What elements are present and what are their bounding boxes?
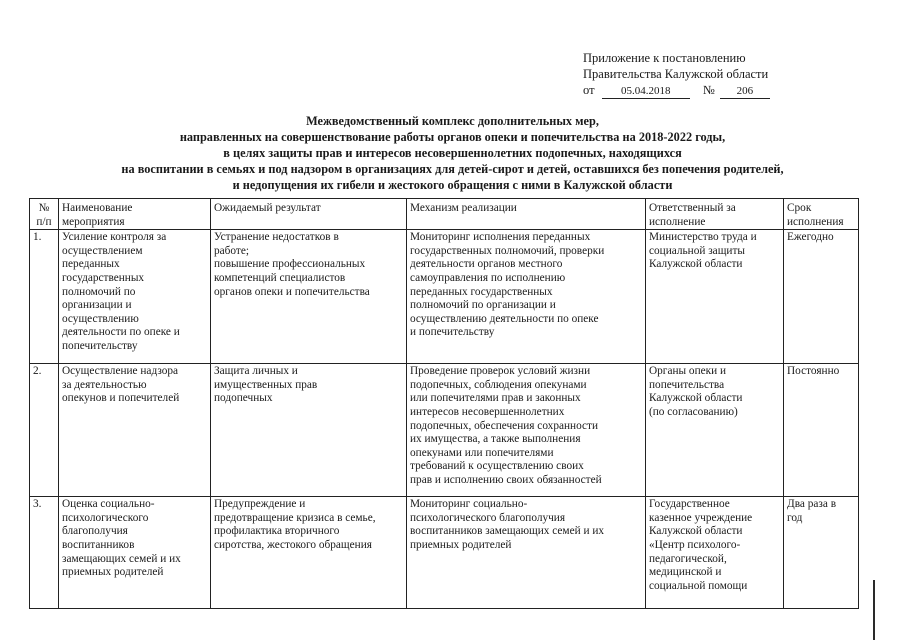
cell-text-line: деятельности органов местного [410,258,563,271]
cell-text-line: осуществлением [62,244,143,257]
cell-text-line: воспитанников [62,538,135,551]
header-mechanism [407,199,646,230]
expected-result [211,364,407,497]
cell-text-line: Проведение проверок условий жизни [410,365,591,378]
cell-text-line: Мониторинг социально- [410,498,528,511]
cell-text-line: или попечителями прав и законных [410,392,581,405]
cell-text-line: Органы опеки и [649,365,727,378]
cell-text-line: подопечных, соблюдения опекунами [410,378,587,391]
header-term [784,199,859,230]
cell-text-line: за деятельностью [62,378,147,391]
cell-text-line: п/п [36,215,52,228]
cell-text-line: Усиление контроля за [62,231,167,244]
cell-text-line: подопечных, обеспечения сохранности [410,419,599,432]
appendix-date-line [583,82,770,99]
cell-text-line: казенное учреждение [649,511,753,524]
cell-text-line: переданных [62,258,120,271]
implementation-mechanism [407,230,646,364]
cell-text-line: 2. [33,365,42,378]
cell-text-line: попечительству [62,339,138,352]
header-result [211,199,407,230]
cell-text-line: мероприятия [62,215,125,228]
decree-date: 05.04.2018 [602,85,690,99]
number-label: № [702,83,715,97]
cell-text-line: социальной защиты [649,244,745,257]
cell-text-line: опекунами или попечителями [410,446,554,459]
cell-text-line: Защита личных и [214,365,298,378]
title-line: в целях защиты прав и интересов несовершеннолетних подопечных, находящихся [223,146,682,160]
measure-name [59,230,211,364]
table-row [30,497,859,609]
cell-text-line: Мониторинг исполнения переданных [410,231,591,244]
cell-text-line: попечительства [649,378,725,391]
cell-text-line: Устранение недостатков в [214,231,339,244]
cell-text-line: имущественных прав [214,378,318,391]
appendix-line-2: Правительства Калужской области [583,67,769,81]
cell-text-line: замещающих семей и их [62,552,181,565]
implementation-mechanism [407,497,646,609]
cell-text-line: педагогической, [649,552,727,565]
cell-text-line: Ожидаемый результат [214,202,321,214]
execution-term [784,364,859,497]
cell-text-line: Предупреждение и [214,498,306,511]
cell-text-line: требований к осуществлению своих [410,460,584,473]
document-title [40,113,865,193]
cell-text-line: компетенций специалистов [214,271,346,284]
cell-text-line: профилактика вторичного [214,525,340,538]
cell-text-line: 3. [33,498,42,511]
cell-text-line: работе; [214,244,249,257]
cell-text-line: приемных родителей [410,538,512,551]
cell-text-line: органов опеки и попечительства [214,285,370,298]
cell-text-line: опекунов и попечителей [62,392,180,405]
cell-text-line: прав и исполнению своих обязанностей [410,473,602,486]
cell-text-line: Калужской области [649,392,743,405]
cell-text-line: приемных родителей [62,566,164,579]
table-row [30,230,859,364]
table-row [30,364,859,497]
cell-text-line: их имущества, а также выполнения [410,433,581,446]
cell-text-line: подопечных [214,392,273,405]
cell-text-line: деятельности по опеке и [62,326,180,339]
cell-text-line: 1. [33,231,42,244]
responsible-party [646,230,784,364]
cell-text-line: осуществлению [62,312,139,325]
title-line: и недопущения их гибели и жестокого обращения с ними в Калужской области [232,178,673,192]
cell-text-line: Ежегодно [787,231,834,244]
cell-text-line: Осуществление надзора [62,365,179,378]
cell-text-line: государственных [62,271,145,284]
cell-text-line: предотвращение кризиса в семье, [214,511,376,524]
measure-name [59,364,211,497]
cell-text-line: Постоянно [787,365,840,378]
cell-text-line: государственных полномочий, проверки [410,244,605,257]
cell-text-line: исполнение [649,215,706,228]
responsible-party [646,364,784,497]
implementation-mechanism [407,364,646,497]
title-line: на воспитании в семьях и под надзором в организациях для детей-сирот и детей, оставшихся без попечения родителей, [121,162,784,176]
cell-text-line: социальной помощи [649,579,748,592]
cell-text-line: самоуправления по исполнению [410,271,566,284]
expected-result [211,230,407,364]
cell-text-line: № [38,202,50,214]
cell-text-line: Ответственный за [649,202,736,214]
measure-name [59,497,211,609]
row-number [30,497,59,609]
cell-text-line: и попечительству [410,326,495,339]
header-num [30,199,59,230]
cell-text-line: Государственное [649,498,730,511]
title-line: Межведомственный комплекс дополнительных мер, [306,114,599,128]
header-name [59,199,211,230]
row-number [30,230,59,364]
row-number [30,364,59,497]
cell-text-line: Оценка социально- [62,498,155,511]
cell-text-line: Наименование [62,202,133,214]
cell-text-line: «Центр психолого- [649,538,741,551]
cell-text-line: благополучия [62,525,128,538]
cell-text-line: организации и [62,299,132,312]
cell-text-line: повышение профессиональных [214,258,366,271]
cell-text-line: Механизм реализации [410,202,517,214]
cell-text-line: полномочий по [62,285,136,298]
cell-text-line: исполнения [787,215,844,228]
cell-text-line: интересов несовершеннолетних [410,405,565,418]
cell-text-line: Калужской области [649,525,743,538]
cell-text-line: медицинской и [649,566,722,579]
execution-term [784,230,859,364]
from-label: от [583,83,595,97]
appendix-block [583,50,770,99]
scan-edge-mark [873,580,875,640]
header-row [30,199,859,230]
cell-text-line: воспитанников замещающих семей и их [410,525,605,538]
cell-text-line: Калужской области [649,258,743,271]
cell-text-line: (по согласованию) [649,405,738,418]
cell-text-line: сиротства, жестокого обращения [214,538,372,551]
header-responsible [646,199,784,230]
cell-text-line: психологического [62,511,149,524]
expected-result [211,497,407,609]
responsible-party [646,497,784,609]
cell-text-line: Два раза в [787,498,837,511]
decree-number: 206 [720,85,770,99]
cell-text-line: переданных государственных [410,285,553,298]
cell-text-line: полномочий по организации и [410,299,556,312]
title-line: направленных на совершенствование работы органов опеки и попечительства на 2018-2022 годы, [179,130,726,144]
cell-text-line: психологического благополучия [410,511,566,524]
execution-term [784,497,859,609]
measures-table [29,198,859,609]
cell-text-line: Срок [787,202,812,214]
cell-text-line: осуществлению деятельности по опеке [410,312,599,325]
cell-text-line: Министерство труда и [649,231,757,244]
cell-text-line: год [787,511,803,524]
appendix-line-1: Приложение к постановлению [583,51,746,65]
